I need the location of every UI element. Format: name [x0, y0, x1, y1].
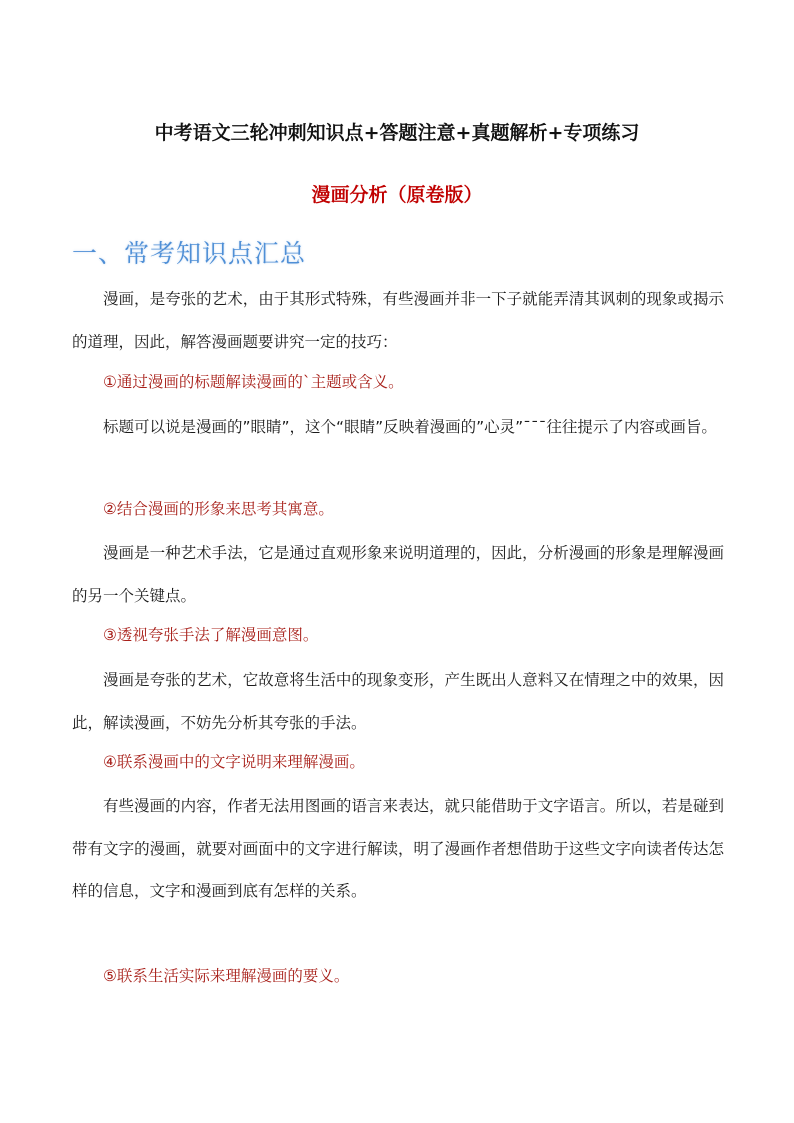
document-title: 中考语文三轮冲刺知识点+答题注意+真题解析+专项练习 [154, 122, 640, 144]
paragraph-2: 漫画是一种艺术手法，它是通过直观形象来说明道理的，因此，分析漫画的形象是理解漫画的另一个关键点。 [72, 544, 724, 605]
point-3: ③透视夸张手法了解漫画意图。 [103, 626, 319, 644]
intro-paragraph: 漫画，是夸张的艺术，由于其形式特殊，有些漫画并非一下子就能弄清其讽刺的现象或揭示的道理，因此，解答漫画题要讲究一定的技巧： [72, 290, 724, 351]
document-subtitle: 漫画分析（原卷版） [311, 184, 483, 206]
paragraph-4: 有些漫画的内容，作者无法用图画的语言来表达，就只能借助于文字语言。所以，若是碰到带有文字的漫画，就要对画面中的文字进行解读，明了漫画作者想借助于这些文字向读者传达怎样的信息，文字和漫画到底有怎样的关系。 [72, 797, 724, 900]
paragraph-3: 漫画是夸张的艺术，它故意将生活中的现象变形，产生既出人意料又在情理之中的效果，因此，解读漫画，不妨先分析其夸张的手法。 [72, 671, 724, 732]
point-2: ②结合漫画的形象来思考其寓意。 [103, 500, 334, 518]
point-4: ④联系漫画中的文字说明来理解漫画。 [103, 753, 365, 771]
point-1: ①通过漫画的标题解读漫画的`主题或含义。 [103, 373, 404, 391]
point-5: ⑤联系生活实际来理解漫画的要义。 [103, 967, 350, 985]
section-heading: 一、常考知识点汇总 [72, 239, 307, 268]
paragraph-1: 标题可以说是漫画的”眼睛”，这个“眼睛”反映着漫画的”心灵”¯¯¯往往提示了内容或画旨。 [103, 418, 717, 436]
